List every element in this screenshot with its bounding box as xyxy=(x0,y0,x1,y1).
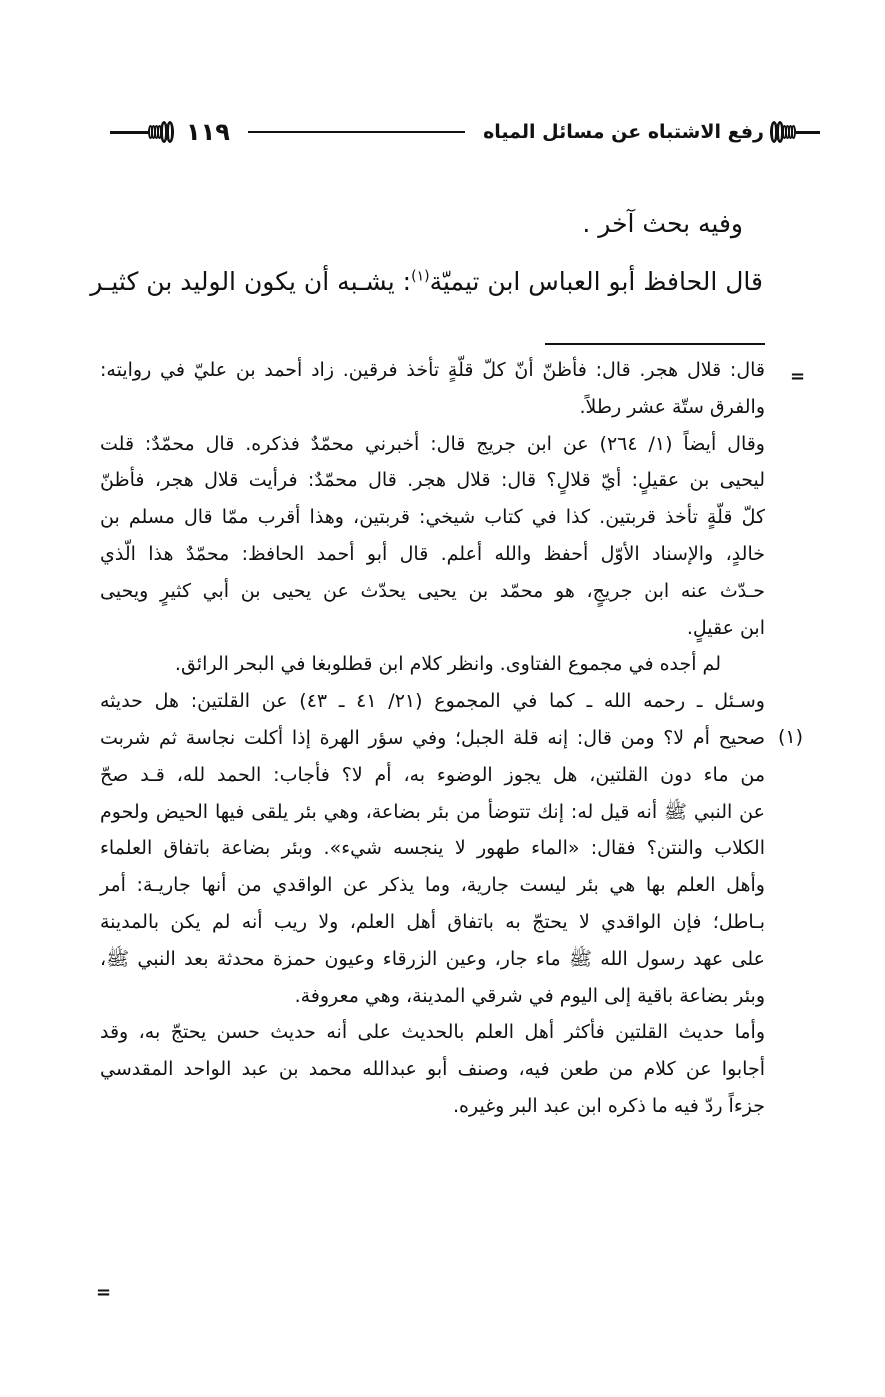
note1-line-3: صحيح أم لا؟ ومن قال: إنه قلة الجبل؛ وفي سؤر الهرة إذا أكلت نجاسة ثم شربت xyxy=(100,726,765,749)
note1-line-11: وأما حديث القلتين فأكثر أهل العلم بالحديث على أنه حديث حسن يحتجّ به، وقد xyxy=(100,1021,765,1044)
para2-line-3: كلّ قلّةٍ تأخذ قربتين. كذا في كتاب شيخي: قربتين، وهذا أقرب ممّا قال مسلم بن xyxy=(100,506,765,529)
continued-from-previous-mark: = xyxy=(790,366,806,387)
note1-line-10: وبئر بضاعة باقية إلى اليوم في شرقي المدينة، وهي معروفة. xyxy=(294,984,765,1007)
note1-line-9: على عهد رسول الله ﷺ ماء جار، وعين الزرقاء وعيون حمزة محدثة بعد النبي ﷺ، xyxy=(100,947,765,970)
para2-line-5: حـدّث عنه ابن جريجٍ، هو محمّد بن يحيى يحدّث عن يحيى بن أبي كثيرٍ ويحيى xyxy=(100,579,765,602)
running-header xyxy=(110,112,820,152)
note1-line-4: من ماء دون القلتين، هل يجوز الوضوء به، أم لا؟ فأجاب: الحمد لله، قـد صحّ xyxy=(100,763,765,786)
note1-line-1: لم أجده في مجموع الفتاوى. وانظر كلام ابن قطلوبغا في البحر الرائق. xyxy=(174,653,721,676)
main-text-line2 xyxy=(90,256,763,308)
continues-next-page-mark: = xyxy=(96,1282,112,1303)
footnote-separator xyxy=(545,343,765,345)
note1-line-13: جزءاً ردّ فيه ما ذكره ابن عبد البر وغيره. xyxy=(453,1094,765,1117)
note1-line-12: أجابوا عن كلام من طعن فيه، وصنف أبو عبدالله محمد بن عبد الواحد المقدسي xyxy=(100,1058,765,1081)
footnote-number: (١) xyxy=(778,726,804,748)
main-line-1: وفيه بحث آخر . xyxy=(582,209,743,238)
book-title: رفع الاشتباه عن مسائل المياه xyxy=(483,121,764,143)
main-text xyxy=(108,198,763,250)
para2-line-6: ابن عقيلٍ. xyxy=(686,616,765,639)
carry-line-1: قال: قلال هجر. قال: فأظنّ أنّ كلّ قلّةٍ تأخذ فرقين. زاد أحمد بن عليّ في روايته: xyxy=(100,359,765,381)
header-ornament-right xyxy=(772,121,820,143)
carry-line-2: والفرق ستّة عشر رطلاً. xyxy=(579,395,765,418)
note1-line-7: وأهل العلم بها هي بئر ليست جارية، وما يذكر عن الواقدي من أنها جاريـة: أمر xyxy=(100,874,765,897)
header-rule xyxy=(248,131,465,133)
para2-line-4: خالدٍ، والإسناد الأوّل أحفظ والله أعلم. قال أبو أحمد الحافظ: محمّدٌ هذا الّذي xyxy=(100,542,765,565)
note1-line-8: بـاطل؛ فإن الواقدي لا يحتجّ به باتفاق أهل العلم، ولا ريب أنه لم يكن بالمدينة xyxy=(100,910,765,933)
footnote-reference: (١) xyxy=(411,268,430,285)
header-ornament-left xyxy=(110,121,174,143)
main-line-2: قال الحافظ أبو العباس ابن تيميّة$^{(١)}$: يشـبه أن يكون الوليد بن كثيـر xyxy=(90,267,763,296)
footnotes xyxy=(100,352,765,1125)
para2-line-1: وقال أيضاً (١/ ٢٦٤) عن ابن جريج قال: أخبرني محمّدٌ فذكره. قال محمّدٌ: قلت xyxy=(100,432,765,455)
page-number: ١١٩ xyxy=(186,118,230,146)
para2-line-2: ليحيى بن عقيلٍ: أيّ قلالٍ؟ قال: قلال هجر. قال محمّدٌ: فرأيت قلال هجر، فأظنّ xyxy=(100,469,765,492)
note1-line-6: الكلاب والنتن؟ فقال: «الماء طهور لا ينجسه شيء». وبئر بضاعة باتفاق العلماء xyxy=(100,837,765,860)
note1-line-5: عن النبي ﷺ أنه قيل له: إنك تتوضأ من بئر بضاعة، وهي بئر يلقى فيها الحيض ولحوم xyxy=(100,800,765,823)
note1-line-2: وسـئل ـ رحمه الله ـ كما في المجموع (٢١/ ٤١ ـ ٤٣) عن القلتين: هل حديثه xyxy=(100,690,765,713)
